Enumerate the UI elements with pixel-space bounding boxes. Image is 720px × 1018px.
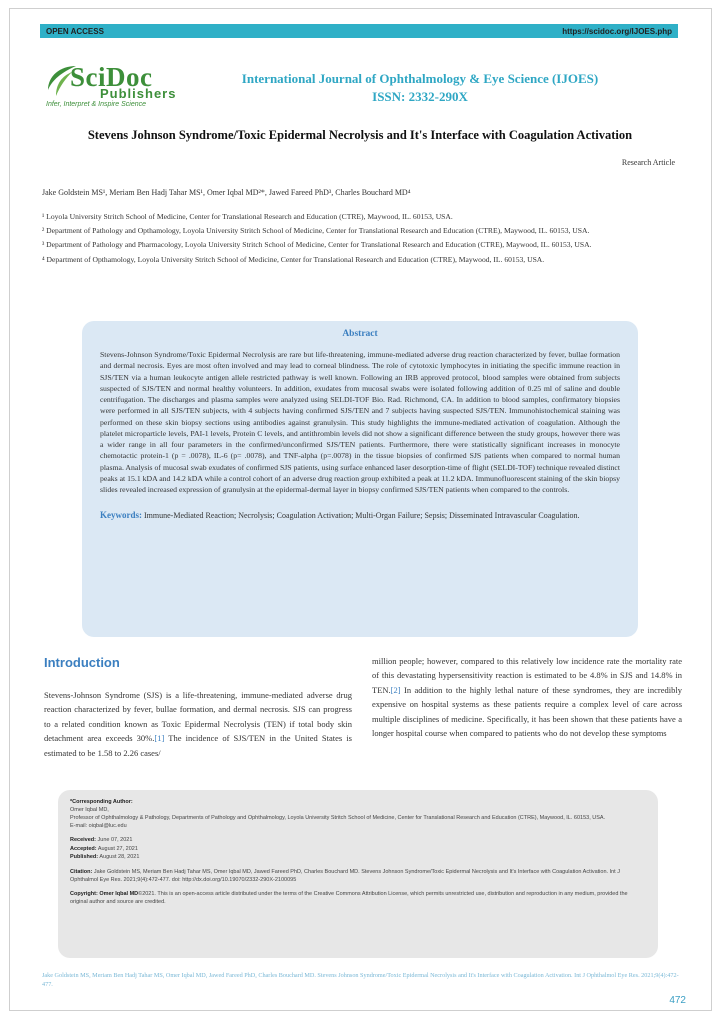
intro-paragraph: million people; however, compared to this relatively low incidence rate the mortality rate of this devastating hypersensitivity reaction is estimated to be 4.8% in SJS and 14.8% in TEN. xyxy=(372,656,682,695)
corr-label: *Corresponding Author: xyxy=(70,799,133,805)
author-list: Jake Goldstein MS¹, Meriam Ben Hadj Tahar MS¹, Omer Iqbal MD²*, Jawed Fareed PhD³, Charles Bouchard MD⁴ xyxy=(42,188,411,197)
journal-url[interactable]: https://scidoc.org/IJOES.php xyxy=(562,26,672,36)
citation xyxy=(70,868,646,884)
published-label: Published: xyxy=(70,854,99,860)
received-date: June 07, 2021 xyxy=(97,837,133,843)
logo-publishers: Publishers xyxy=(100,86,177,101)
affiliation-item: ² Department of Pathology and Opthamology, Loyola University Stritch School of Medicine, Center for Translational Research and Education (CTRE), Maywood, IL. 60153, USA. xyxy=(42,226,590,236)
published-date: August 28, 2021 xyxy=(99,854,140,860)
scidoc-logo xyxy=(42,62,192,112)
intro-paragraph: Stevens-Johnson Syndrome (SJS) is a life-threatening, immune-mediated adverse drug reaction characterized by fever, bullae formation, and dermal necrosis. SJS can progress to a related condition known as Toxic Epidermal Necrolysis (TEN) if total body skin detachment area exceeds 30%. xyxy=(44,690,352,744)
open-access-label: OPEN ACCESS xyxy=(46,26,104,36)
affiliation-item: ¹ Loyola University Stritch School of Medicine, Center for Translational Research and Education (CTRE), Maywood, IL. 60153, USA. xyxy=(42,212,453,221)
abstract-heading: Abstract xyxy=(342,329,378,339)
accepted-label: Accepted: xyxy=(70,845,97,852)
logo-name: SciDoc xyxy=(70,62,153,92)
intro-left-column xyxy=(44,688,352,760)
corr-name: Omer Iqbal MD, xyxy=(70,807,109,813)
article-type: Research Article xyxy=(621,158,675,167)
received-label: Received: xyxy=(70,837,96,843)
reference-link[interactable]: [2] xyxy=(390,684,401,695)
page-number: 472 xyxy=(669,995,686,1006)
keywords-label: Keywords: xyxy=(100,510,142,521)
citation-label: Citation: xyxy=(70,868,93,875)
journal-name: International Journal of Ophthalmology & Eye Science (IJOES) xyxy=(241,71,599,86)
corr-email[interactable]: E-mail: oiqbal@luc.edu xyxy=(70,823,127,829)
article-dates xyxy=(70,836,646,862)
corresponding-author-box xyxy=(58,790,658,958)
corr-position: Professor of Ophthalmology & Pathology, Departments of Pathology and Ophthalmology, Loyola University Stritch School of Medicine, Center for Translational Research and Education (CTRE), Maywood, IL. 60153, USA. xyxy=(70,815,606,821)
affiliation-item: ⁴ Department of Opthamology, Loyola University Stritch School of Medicine, Center for Translational Research and Education (CTRE), Maywood, IL. 60153, USA. xyxy=(42,254,545,264)
journal-issn: ISSN: 2332-290X xyxy=(372,89,468,104)
affiliations xyxy=(42,211,682,268)
intro-paragraph-cont: The incidence of SJS/TEN in the United States is estimated to be 1.58 to 2.26 cases/ xyxy=(44,733,352,758)
logo-tagline: Infer, Interpret & Inspire Science xyxy=(46,101,146,108)
keywords xyxy=(100,509,620,522)
accepted-date: August 27, 2021 xyxy=(97,845,138,852)
journal-heading xyxy=(210,70,630,106)
copyright-text: ©2021. This is an open-access article distributed under the terms of the Creative Commons Attribution License, which permits unrestricted use, distribution and reproduction in any medium, provided the original author and source are credited. xyxy=(70,890,628,905)
intro-right-column xyxy=(372,654,682,740)
copyright xyxy=(70,890,646,906)
reference-link[interactable]: [1] xyxy=(154,733,165,744)
article-title: Stevens Johnson Syndrome/Toxic Epidermal Necrolysis and It's Interface with Coagulation Activation xyxy=(87,128,633,142)
introduction-heading: Introduction xyxy=(44,655,120,670)
abstract-text: Stevens-Johnson Syndrome/Toxic Epidermal Necrolysis are rare but life-threatening, immune-mediated adverse drug reaction characterized by fever, bullae formation and dermal necrosis. Eyes are most often involved and may lead to corneal blindness. The role of cytotoxic lymphocytes in initiating the specific immune reaction in SJS/TEN via a human leukocyte antigen allele restricted pathway is well known. Following an IRB approved protocol, blood samples were obtained from subjects suspected of SJS/TEN and normal healthy volunteers. In addition, exudates from mucosal swabs were isolated following addition of 0.25 ml of saline and double centrifugation. The discharges and plasma samples were analyzed using SELDI-TOF Bio. Rad. Richmond, CA. In addition to blood samples, confirmatory biopsies were performed in all SJS/TEN subjects, with 4 subjects having confirmed SJS/TEN and 7 subjects having suspected SJS/TEN. Immunohistochemical staining was performed on these skin biopsy sections using antibodies against granulysin. This study highlights the immune-mediated activation of coagulation. Although the platelet microparticle levels, PAI-1 levels, Protein C levels, and antithrombin levels did not show a significant difference between the study groups, however there was a wider range in all four parameters in the confirmed/unconfirmed SJS/TEN patients. Furthermore, there were statistically significant increases in monocyte chemotactic protein-1 (p = .0078), IL-6 (p= .0078), and TNF-alpha (p=.0078) in the tissue biopsies of confirmed SJS patients when compared to normal human plasma. Analysis of mucosal swab exudates of confirmed SJS patients, using surface enhanced laser desorption-time of flight (SELDI-TOF) technique revealed distinct peaks at 15.1 kDA and 14.2 kDA while a control cohort of an adverse drug reaction group exhibited a peak at 11.2 kDA. Immunofluorescent staining of the skin biopsy slides revealed increased expression of granulysin at the epidermal-dermal layer in biopsy confirmed SJS/TEN patients when compared to the controls. xyxy=(100,350,620,494)
affiliation-item: ³ Department of Pathology and Pharmacology, Loyola University Stritch School of Medicine, Center for Translational Research and Education (CTRE), Maywood, IL. 60153, USA. xyxy=(42,240,592,250)
citation-text: Jake Goldstein MS, Meriam Ben Hadj Tahar MS, Omer Iqbal MD, Jawed Fareed PhD, Charles Bouchard MD. Stevens Johnson Syndrome/Toxic Epidermal Necrolysis and It's Interface with Coagulation Activation. Int J Ophthalmol Eye Res. 2021;9(4):472-477. doi: http://dx.doi.org/10.19070/2332-290X-2100095 xyxy=(70,868,620,883)
footer-citation: Jake Goldstein MS, Meriam Ben Hadj Tahar MS, Omer Iqbal MD, Jawed Fareed PhD, Charles Bouchard MD. Stevens Johnson Syndrome/Toxic Epidermal Necrolysis and It's Interface with Coagulation Activation. Int J Ophthalmol Eye Res. 2021;9(4):472-477. xyxy=(42,972,679,988)
abstract-box xyxy=(82,321,638,637)
copyright-label: Copyright: Omer Iqbal MD xyxy=(70,890,139,897)
keywords-text: Immune-Mediated Reaction; Necrolysis; Coagulation Activation; Multi-Organ Failure; Sepsis; Disseminated Intravascular Coagulation. xyxy=(144,511,580,521)
open-access-bar xyxy=(40,24,678,38)
intro-paragraph-cont: In addition to the highly lethal nature of these syndromes, they are incredibly expensive on hospital systems as these patients require a complex level of care across multiple disciplines of medicine. Specifically, it has been shown that these patients have a longer hospital course when compared to patients who do not develop these symptoms xyxy=(372,684,682,739)
